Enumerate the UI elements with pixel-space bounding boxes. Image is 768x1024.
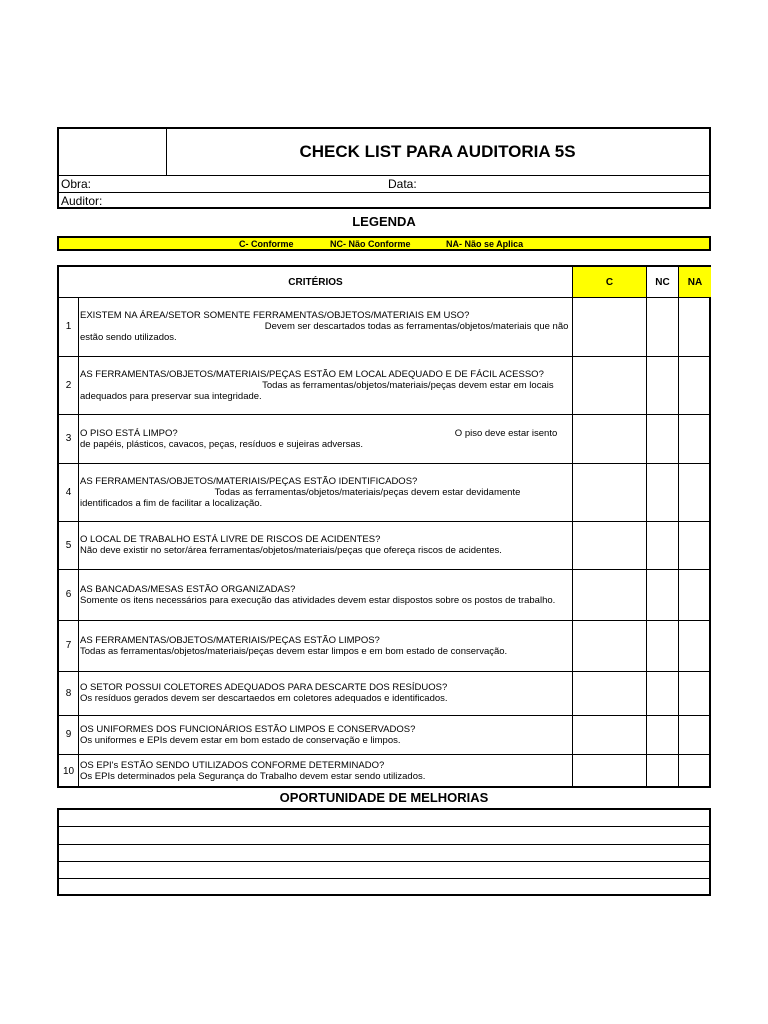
row-number: 8 (65, 687, 72, 699)
answer-cell-nc[interactable] (647, 357, 678, 414)
auditor-row (59, 192, 709, 210)
criterion-question: AS BANCADAS/MESAS ESTÃO ORGANIZADAS? (80, 583, 296, 595)
answer-cell-c[interactable] (573, 298, 646, 356)
criterion-question: AS FERRAMENTAS/OBJETOS/MATERIAIS/PEÇAS ESTÃO IDENTIFICADOS? (80, 475, 418, 487)
oportunidade-title: OPORTUNIDADE DE MELHORIAS (279, 790, 489, 805)
criterion-text (80, 620, 570, 671)
criterion-text (80, 414, 570, 463)
answer-cell-nc[interactable] (647, 716, 678, 754)
header-nc: NC (655, 276, 670, 288)
criterion-text (80, 671, 570, 715)
criterion-question: OS UNIFORMES DOS FUNCIONÁRIOS ESTÃO LIMPOS E CONSERVADOS? (80, 723, 416, 735)
criterion-detail: Os EPIs determinados pela Segurança do Trabalho devem estar sendo utilizados. (80, 771, 426, 782)
document-title: CHECK LIST PARA AUDITORIA 5S (299, 142, 576, 161)
row-number: 4 (65, 486, 72, 498)
row-number: 7 (65, 640, 72, 651)
answer-cell-na[interactable] (679, 464, 711, 521)
obra-data-row (59, 175, 709, 193)
header-na: NA (679, 267, 711, 297)
header-table (57, 127, 711, 209)
answer-cell-c[interactable] (573, 415, 646, 463)
row-number: 10 (62, 765, 75, 777)
answer-cell-nc[interactable] (647, 672, 678, 715)
header-criterios: CRITÉRIOS (288, 276, 343, 288)
oportunidade-line (59, 878, 709, 879)
answer-cell-c[interactable] (573, 357, 646, 414)
answer-cell-c[interactable] (573, 570, 646, 620)
answer-cell-nc[interactable] (647, 621, 678, 671)
answer-cell-na[interactable] (679, 415, 711, 463)
answer-cell-nc[interactable] (647, 298, 678, 356)
answer-cell-c[interactable] (573, 716, 646, 754)
criterion-question: AS FERRAMENTAS/OBJETOS/MATERIAIS/PEÇAS ESTÃO EM LOCAL ADEQUADO E DE FÁCIL ACESSO? (80, 368, 544, 380)
answer-cell-nc[interactable] (647, 755, 678, 788)
criterion-detail: de papéis, plásticos, cavacos, peças, resíduos e sujeiras adversas. (80, 438, 364, 450)
answer-cell-na[interactable] (679, 298, 711, 356)
criterion-detail: Todas as ferramentas/objetos/materiais/peças devem estar em locais adequados para preservar sua integridade. (80, 379, 557, 402)
logo-cell (59, 129, 167, 175)
criterion-text (80, 356, 570, 414)
answer-cell-na[interactable] (679, 716, 711, 754)
answer-cell-c[interactable] (573, 522, 646, 569)
criterion-question: AS FERRAMENTAS/OBJETOS/MATERIAIS/PEÇAS ESTÃO LIMPOS? (80, 634, 380, 646)
header-c: C (573, 267, 646, 297)
answer-cell-c[interactable] (573, 755, 646, 788)
criterion-detail: Os resíduos gerados devem ser descartaedos em coletores adequados e identificados. (80, 693, 448, 704)
criterion-text (80, 463, 570, 521)
answer-cell-nc[interactable] (647, 415, 678, 463)
answer-cell-na[interactable] (679, 621, 711, 671)
criteria-table (57, 265, 711, 788)
criterion-detail: Todas as ferramentas/objetos/materiais/peças devem estar devidamente identificados a fim de facilitar a localização. (80, 486, 524, 509)
criterion-detail: Somente os itens necessários para execução das atividades devem estar dispostos sobre os postos de trabalho. (80, 594, 556, 606)
row-number: 5 (65, 539, 72, 551)
row-number: 9 (65, 729, 72, 740)
criterion-detail: Todas as ferramentas/objetos/materiais/peças devem estar limpos e em bom estado de conservação. (80, 645, 508, 657)
answer-cell-nc[interactable] (647, 464, 678, 521)
criterion-text (80, 715, 570, 754)
criterion-text (80, 521, 570, 569)
criterion-text (80, 297, 570, 356)
criterion-question: OS EPI's ESTÃO SENDO UTILIZADOS CONFORME DETERMINADO? (80, 760, 385, 771)
legenda-na: NA- Não se Aplica (446, 239, 524, 249)
row-number: 2 (65, 379, 72, 391)
answer-cell-nc[interactable] (647, 522, 678, 569)
legenda-bar (57, 236, 711, 251)
row-number: 6 (65, 589, 72, 600)
criterion-question: O PISO ESTÁ LIMPO? O piso deve estar isento (80, 427, 558, 439)
criterion-question: O LOCAL DE TRABALHO ESTÁ LIVRE DE RISCOS DE ACIDENTES? (80, 534, 381, 545)
criterion-detail: Os uniformes e EPIs devem estar em bom estado de conservação e limpos. (80, 734, 401, 746)
answer-cell-na[interactable] (679, 570, 711, 620)
table-vline (78, 297, 79, 786)
answer-cell-c[interactable] (573, 464, 646, 521)
legenda-c: C- Conforme (239, 239, 294, 249)
answer-cell-c[interactable] (573, 672, 646, 715)
criterion-text (80, 569, 570, 620)
answer-cell-na[interactable] (679, 672, 711, 715)
legenda-title: LEGENDA (352, 214, 416, 229)
criterion-question: O SETOR POSSUI COLETORES ADEQUADOS PARA DESCARTE DOS RESÍDUOS? (80, 682, 448, 693)
obra-label: Obra: (61, 177, 92, 191)
row-number: 1 (65, 321, 72, 332)
criterion-text (80, 754, 570, 788)
answer-cell-na[interactable] (679, 357, 711, 414)
criterion-question: EXISTEM NA ÁREA/SETOR SOMENTE FERRAMENTAS/OBJETOS/MATERIAIS EM USO? (80, 310, 470, 321)
oportunidade-box (57, 808, 711, 896)
oportunidade-line (59, 826, 709, 827)
auditor-label: Auditor: (61, 194, 103, 208)
answer-cell-nc[interactable] (647, 570, 678, 620)
oportunidade-line (59, 861, 709, 862)
answer-cell-na[interactable] (679, 755, 711, 788)
row-number: 3 (65, 433, 72, 444)
oportunidade-line (59, 844, 709, 845)
criterion-detail: Devem ser descartados todas as ferramentas/objetos/materiais que não estão sendo utilizados. (80, 321, 572, 343)
answer-cell-na[interactable] (679, 522, 711, 569)
answer-cell-c[interactable] (573, 621, 646, 671)
criterion-detail: Não deve existir no setor/área ferramentas/objetos/materiais/peças que ofereça riscos de acidentes. (80, 545, 502, 556)
data-label: Data: (388, 177, 417, 191)
legenda-nc: NC- Não Conforme (330, 239, 411, 249)
